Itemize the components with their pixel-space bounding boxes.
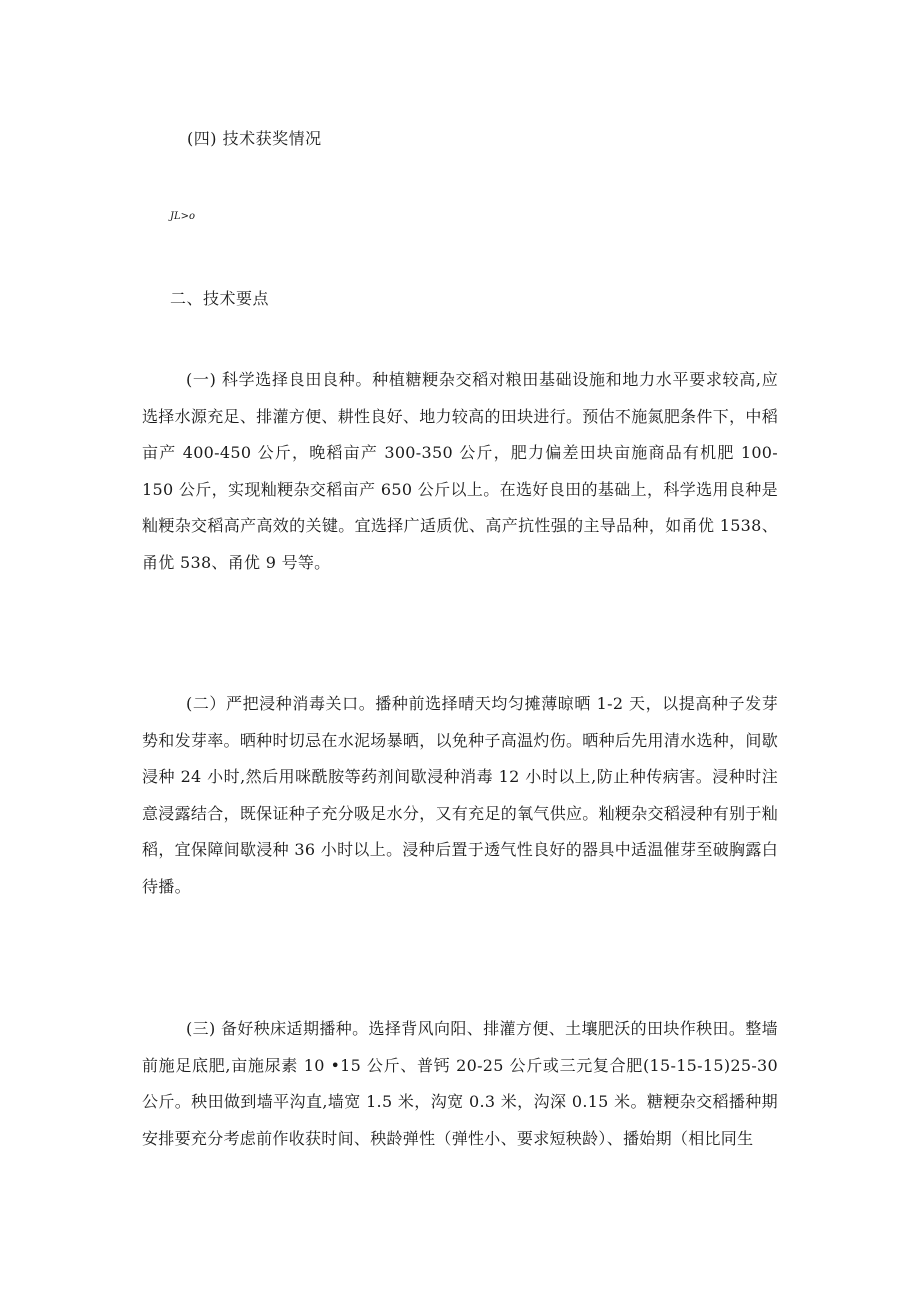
stray-mark: JL>o <box>170 211 196 222</box>
section-heading-key-points: 二、技术要点 <box>170 289 270 308</box>
section-heading-awards: (四) 技术获奖情况 <box>187 129 322 148</box>
paragraph-seed-soaking: (二）严把浸种消毒关口。播种前选择晴天均匀摊薄晾晒 1-2 天，以提高种子发芽势和发芽率。晒种时切忌在水泥场暴晒，以免种子高温灼伤。晒种后先用清水选种，间歇浸种 24 小时,然后用咪酰胺等药剂间歇浸种消毒 12 小时以上,防止种传病害。浸种时注意浸露结合，既保证种子充分吸足水分，又有充足的氧气供应。籼粳杂交稻浸种有别于籼稻，宜保障间歇浸种 36 小时以上。浸种后置于透气性良好的器具中适温催芽至破胸露白待播。 <box>142 694 778 896</box>
paragraph-seedbed-sowing: (三) 备好秧床适期播种。选择背风向阳、排灌方便、土壤肥沃的田块作秧田。整墙前施足底肥,亩施尿素 10 •15 公斤、普钙 20-25 公斤或三元复合肥(15-15-15)25-30 公斤。秧田做到墙平沟直,墙宽 1.5 米，沟宽 0.3 米，沟深 0.15 米。糖粳杂交稻播种期安排要充分考虑前作收获时间、秧龄弹性（弹性小、要求短秧龄）、播始期（相比同生 <box>142 1019 778 1148</box>
paragraph-field-selection: (一) 科学选择良田良种。种植糖粳杂交稻对粮田基础设施和地力水平要求较高,应选择水源充足、排灌方便、耕性良好、地力较高的田块进行。预估不施氮肥条件下，中稻亩产 400-450 公斤，晚稻亩产 300-350 公斤，肥力偏差田块亩施商品有机肥 100-150 公斤，实现籼粳杂交稻亩产 650 公斤以上。在选好良田的基础上，科学选用良种是籼粳杂交稻高产高效的关键。宜选择广适质优、高产抗性强的主导品种，如甬优 1538、甬优 538、甬优 9 号等。 <box>142 370 778 572</box>
